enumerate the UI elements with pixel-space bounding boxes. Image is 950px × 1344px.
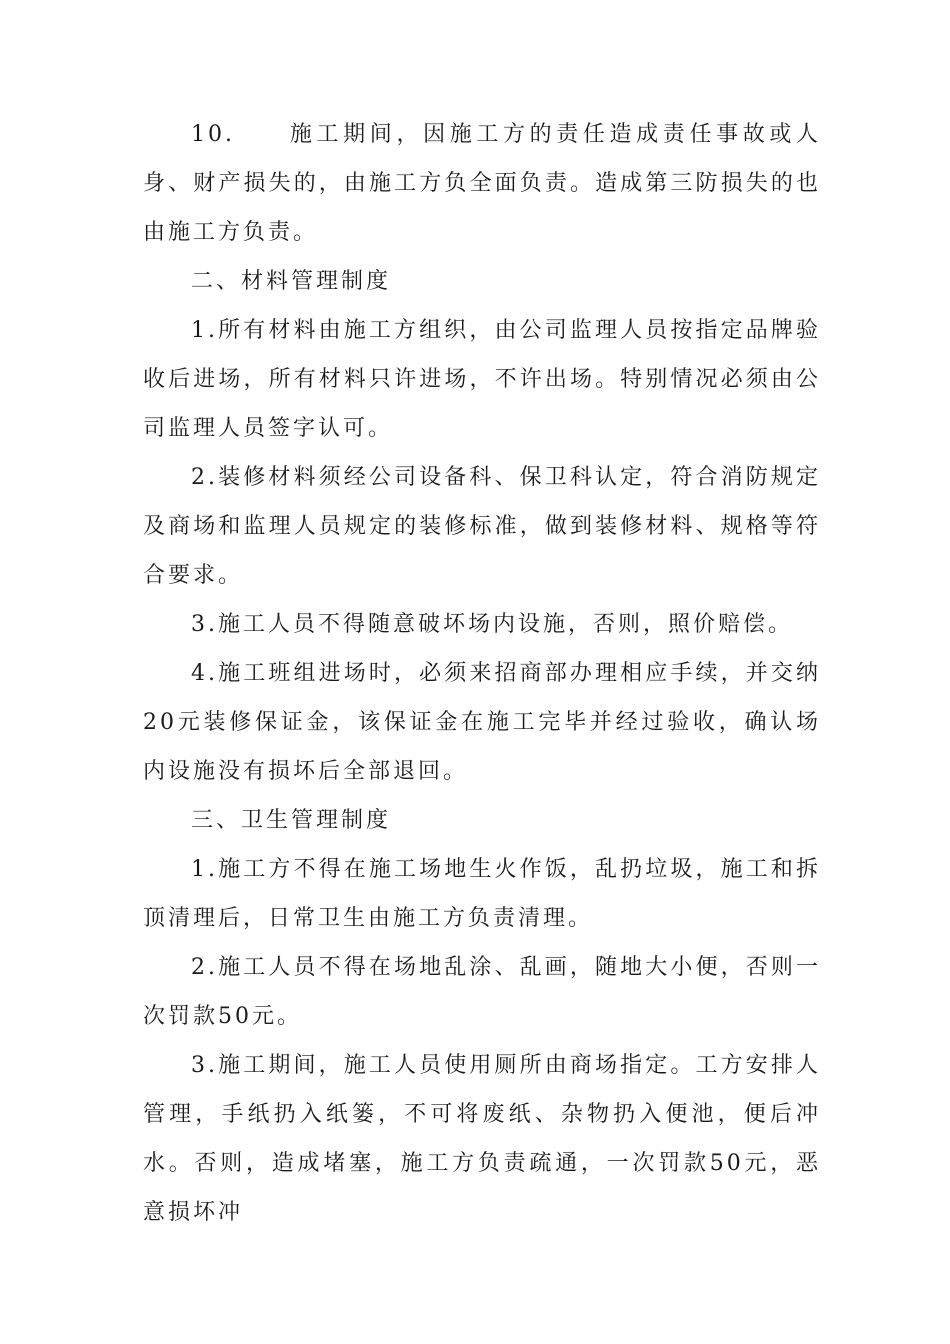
- paragraph-item-10: 10. 施工期间，因施工方的责任造成责任事故或人身、财产损失的，由施工方负全面负责。造成第三防损失的也由施工方负责。: [143, 122, 821, 245]
- paragraph-materials-4: 4.施工班组进场时，必须来招商部办理相应手续，并交纳20元装修保证金，该保证金在施工完毕并经过验收，确认场内设施没有损坏后全部退回。: [143, 661, 821, 784]
- section-heading-hygiene: 三、卫生管理制度: [191, 808, 392, 833]
- section-heading-materials: 二、材料管理制度: [191, 269, 392, 294]
- document-body: [143, 110, 821, 1237]
- paragraph-materials-3: 3.施工人员不得随意破坏场内设施，否则，照价赔偿。: [191, 612, 793, 637]
- paragraph-hygiene-3: 3.施工期间，施工人员使用厕所由商场指定。工方安排人管理，手纸扔入纸篓，不可将废纸、杂物扔入便池，便后冲水。否则，造成堵塞，施工方负责疏通，一次罚款50元，恶意损坏冲: [143, 1053, 821, 1225]
- paragraph-hygiene-1: 1.施工方不得在施工场地生火作饭，乱扔垃圾，施工和拆顶清理后，日常卫生由施工方负责清理。: [143, 857, 821, 931]
- paragraph-materials-1: 1.所有材料由施工方组织，由公司监理人员按指定品牌验收后进场，所有材料只许进场，不许出场。特别情况必须由公司监理人员签字认可。: [143, 318, 821, 441]
- paragraph-materials-2: 2.装修材料须经公司设备科、保卫科认定，符合消防规定及商场和监理人员规定的装修标准，做到装修材料、规格等符合要求。: [143, 465, 821, 588]
- paragraph-hygiene-2: 2.施工人员不得在场地乱涂、乱画，随地大小便，否则一次罚款50元。: [143, 955, 821, 1029]
